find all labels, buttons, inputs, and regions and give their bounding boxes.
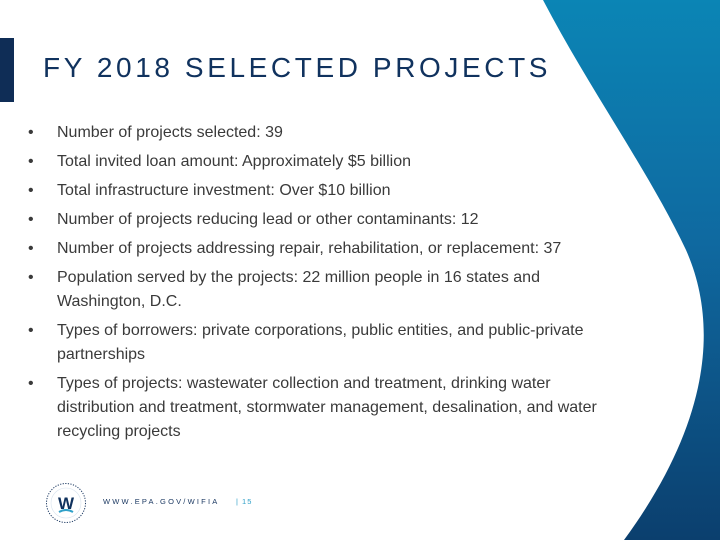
list-item (28, 372, 628, 444)
footer-page-number (236, 497, 252, 506)
bullet-dot-icon: • (28, 182, 34, 199)
title-accent-bar (0, 38, 14, 102)
list-item (28, 319, 628, 367)
bullet-dot-icon: • (28, 240, 34, 257)
list-item (28, 121, 628, 145)
bullet-text: Population served by the projects: 22 million people in 16 states and Washington, D.C. (57, 269, 540, 310)
bullet-list (28, 121, 628, 449)
slide-title: FY 2018 SELECTED PROJECTS (43, 52, 552, 83)
bullet-text: Total invited loan amount: Approximately $5 billion (57, 153, 411, 170)
logo-letter: W (57, 494, 75, 513)
bullet-text: Types of borrowers: private corporations, public entities, and public-private partnerships (57, 322, 584, 363)
bullet-text: Number of projects addressing repair, rehabilitation, or replacement: 37 (57, 240, 562, 257)
list-item (28, 208, 628, 232)
bullet-text: Total infrastructure investment: Over $10 billion (57, 182, 391, 199)
list-item (28, 237, 628, 261)
bullet-dot-icon: • (28, 153, 34, 170)
bullet-dot-icon: • (28, 269, 34, 286)
bullet-dot-icon: • (28, 124, 34, 141)
list-item (28, 266, 628, 314)
bullet-dot-icon: • (28, 211, 34, 228)
footer-separator: | (236, 497, 239, 506)
list-item (28, 179, 628, 203)
bullet-dot-icon: • (28, 322, 34, 339)
bullet-text: Number of projects selected: 39 (57, 124, 283, 141)
bullet-dot-icon: • (28, 375, 34, 392)
footer-url-link[interactable]: WWW.EPA.GOV/WIFIA (103, 497, 220, 506)
wifia-seal-icon (45, 482, 87, 524)
bullet-text: Number of projects reducing lead or other contaminants: 12 (57, 211, 479, 228)
page-number: 15 (242, 497, 253, 506)
list-item (28, 150, 628, 174)
bullet-text: Types of projects: wastewater collection and treatment, drinking water distribution and treatment, stormwater management, desalination, and water recycling projects (57, 375, 597, 440)
